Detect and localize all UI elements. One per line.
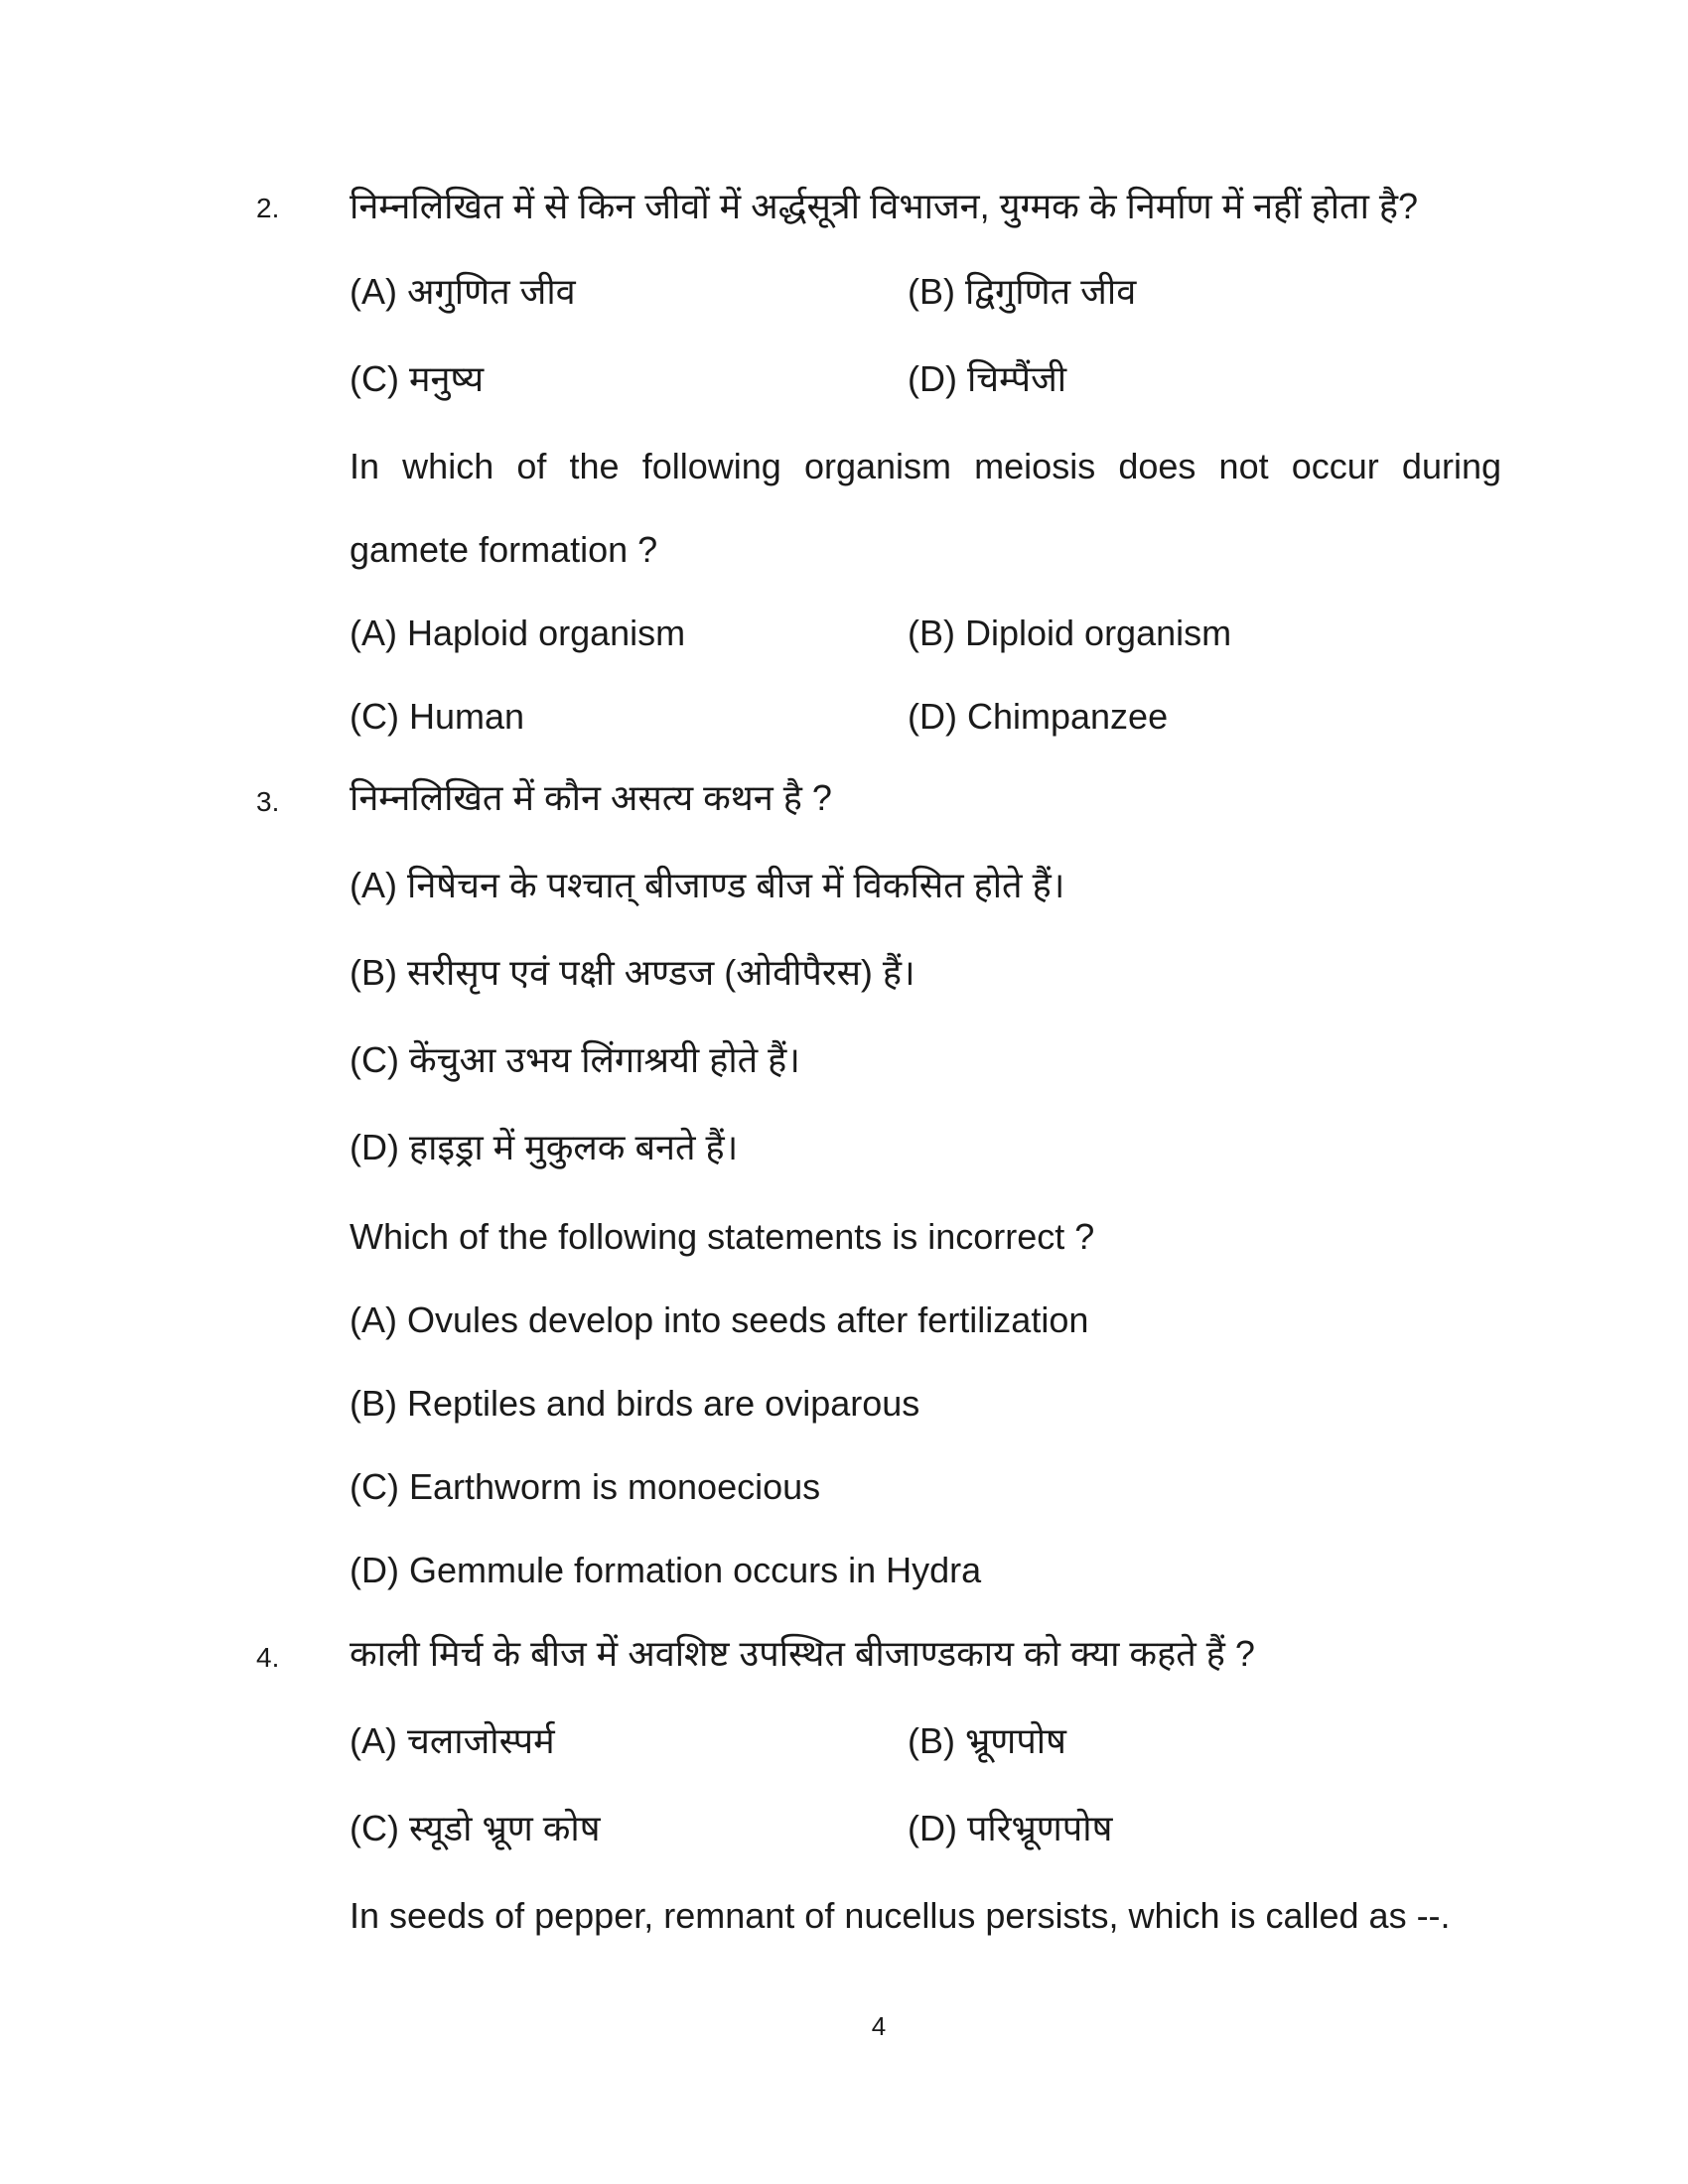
option-a-hindi: (A) निषेचन के पश्चात् बीजाण्ड बीज में विकसित होते हैं। [350,865,1065,905]
option-c-english: (C) Earthworm is monoecious [350,1466,821,1507]
option-c-hindi: (C) मनुष्य [350,358,485,399]
option-c-hindi: (C) केंचुआ उभय लिंगाश्रयी होते हैं। [350,1039,800,1080]
question-number: 2. [256,193,280,223]
option-d-hindi: (D) परिभ्रूणपोष [908,1808,1113,1848]
option-d-english: (D) Gemmule formation occurs in Hydra [350,1550,982,1590]
question-number: 4. [256,1642,280,1673]
hindi-question-text: निम्नलिखित में कौन असत्य कथन है ? [350,777,832,818]
page-number: 4 [871,2011,887,2041]
option-a-english: (A) Haploid organism [350,613,686,653]
option-c-hindi: (C) स्यूडो भ्रूण कोष [350,1808,601,1848]
hindi-question-text: काली मिर्च के बीज में अवशिष्ट उपस्थित बीजाण्डकाय को क्या कहते हैं ? [350,1633,1255,1674]
option-d-english: (D) Chimpanzee [908,696,1169,737]
option-a-english: (A) Ovules develop into seeds after fertilization [350,1299,1089,1340]
option-d-hindi: (D) हाइड्रा में मुकुलक बनते हैं। [350,1127,739,1167]
option-a-hindi: (A) अगुणित जीव [350,271,576,312]
english-question-text: Which of the following statements is incorrect ? [350,1216,1095,1257]
option-b-hindi: (B) भ्रूणपोष [908,1720,1066,1761]
option-b-hindi: (B) सरीसृप एवं पक्षी अण्डज (ओवीपैरस) हैं। [350,952,915,993]
option-a-hindi: (A) चलाजोस्पर्म [350,1720,555,1761]
english-question-text: In which of the following organism meiosis does not occur during [350,446,1501,486]
option-d-hindi: (D) चिम्पैंजी [908,358,1067,399]
option-b-english: (B) Diploid organism [908,613,1232,653]
option-c-english: (C) Human [350,696,525,737]
option-b-english: (B) Reptiles and birds are oviparous [350,1383,920,1424]
english-question-text-continued: gamete formation ? [350,529,658,570]
hindi-question-text: निम्नलिखित में से किन जीवों में अर्द्धसूत्री विभाजन, युग्मक के निर्माण में नहीं होता है? [350,186,1419,226]
question-number: 3. [256,786,280,817]
english-question-text: In seeds of pepper, remnant of nucellus persists, which is called as --. [350,1895,1451,1936]
option-b-hindi: (B) द्विगुणित जीव [908,271,1137,312]
